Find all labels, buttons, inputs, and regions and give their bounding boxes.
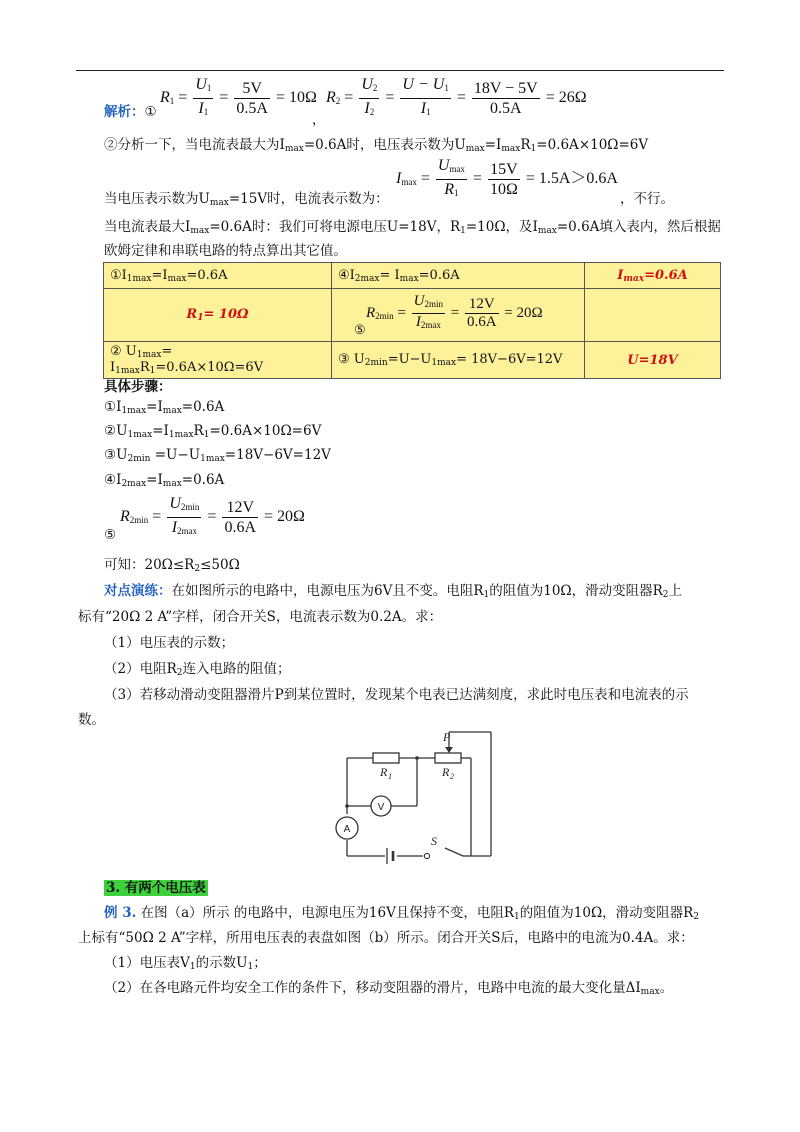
- label-p: P: [443, 730, 451, 744]
- analysis-line-3-end: ，不行。: [620, 191, 674, 207]
- cell-u1max: ② $U_{1max}= I_{1max}R_1=0.6A\times 10\Omega=6V$: [104, 342, 332, 379]
- analysis-line-2: ②分析一下，当电流表最大为$I_{max}=0.6A$时，电压表示数为$U_{max}=I_{max}R_1=0.6A\times 10\Omega=6V$: [104, 137, 649, 154]
- cell-u2min: ③ $U_{2min}=U-U_{1max}= 18V-6V=12V$: [332, 342, 585, 379]
- practice-line-2: 标有“20Ω 2 A”字样，闭合开关S，电流表示数为0.2A。求：: [78, 609, 443, 625]
- slider-arrow: [445, 747, 453, 753]
- analysis-line-3: 当电压表示数为$U_{max}=15V$时，电流表示数为：: [104, 191, 389, 208]
- question-3-end: 数。: [78, 712, 105, 728]
- practice-line-1: 对点演练：在如图所示的电路中，电源电压为6V且不变。电阻$R_1$的阻值为10Ω，滑动变阻器$R_2$上: [104, 583, 683, 600]
- analysis-label: 解析：①: [104, 104, 157, 120]
- step-4: $④I_{2max}=I_{max}=0.6A$: [104, 472, 225, 489]
- cell-i2max: $④I_{2max}= I_{max}=0.6A$: [332, 263, 585, 289]
- conclusion: 可知：$20\Omega\le R_2\le 50\Omega$: [104, 557, 240, 574]
- comma: ，: [312, 112, 326, 128]
- question-2: （2）电阻$R_2$连入电路的阻值；: [104, 661, 291, 678]
- cell-empty: [585, 289, 721, 342]
- label-r1: R: [380, 765, 388, 779]
- header-rule: [76, 70, 724, 71]
- cell-r2min: ⑤ $R_{2min}$ = $\frac{U_{2min}}{I_{2max}}$ = $\frac{12V}{0.6A}$ = 20Ω: [332, 289, 585, 342]
- section-heading: 3. 有两个电压表: [106, 880, 206, 896]
- cell-u: U=18V: [585, 342, 721, 379]
- label-s: S: [431, 834, 437, 848]
- step-2: $②U_{1max}=I_{1max}R_1=0.6A\times 10\Omega=6V$: [104, 423, 322, 440]
- analysis-line-5: 欧姆定律和串联电路的特点算出其它值。: [104, 243, 347, 259]
- circuit-diagram: [325, 728, 500, 868]
- step-5-formula: $R_{2min}$ = $\frac{U_{2min}}{I_{2max}}$ = $\frac{12V}{0.6A}$ = 20Ω: [120, 495, 305, 536]
- label-r2-sub: 2: [450, 772, 454, 781]
- switch-contact: [424, 853, 429, 858]
- label-r2: R: [442, 765, 450, 779]
- steps-title: 具体步骤：: [104, 379, 172, 395]
- analysis-line-4: 当电流表最大$I_{max}=0.6A$时：我们可将电源电压U=18V，$R_1=10\Omega$，及$I_{max}=0.6A$填入表内，然后根据: [104, 219, 721, 236]
- resistor-r2: [435, 753, 461, 763]
- label-v: V: [377, 802, 385, 813]
- imax-formula: $I_{max}$ = $\frac{U_{max}}{R_1}$ = $\frac{15V}{10\Omega}$ = 1.5A＞0.6A: [396, 157, 618, 198]
- question-1: （1）电压表的示数；: [104, 635, 235, 651]
- step-1: $①I_{1max}=I_{max}=0.6A$: [104, 399, 225, 416]
- label-a: A: [343, 824, 351, 835]
- example-line-1: 例 3. 在图（a）所示 的电路中，电源电压为16V且保持不变，电阻$R_1$的阻值为10Ω，滑动变阻器$R_2$: [104, 905, 700, 922]
- label-r1-sub: 1: [388, 772, 392, 781]
- question-3: （3）若移动滑动变阻器滑片P到某位置时，发现某个电表已达满刻度，求此时电压表和电流表的示: [104, 687, 689, 703]
- resistor-r1: [373, 753, 399, 763]
- r1-formula: $R_1$ = $\frac{U_1}{I_1}$ = $\frac{5V}{0.5A}$ = 10Ω: [160, 76, 317, 117]
- cell-i1max: $①I_{1max}=I_{max}=0.6A$: [104, 263, 332, 289]
- solution-table: [103, 262, 721, 379]
- step-3: $③U_{2min} =U-U_{1max}=18V-6V=12V$: [104, 447, 331, 464]
- r2-formula: $R_2$ = $\frac{U_2}{I_2}$ = $\frac{U - U_1}{I_1}$ = $\frac{18V - 5V}{0.5A}$ = 26Ω: [326, 76, 587, 117]
- cell-imax: $I_{max}=0.6A$: [585, 263, 721, 289]
- example-question-2: （2）在各电路元件均安全工作的条件下，移动变阻器的滑片，电路中电流的最大变化量$\Delta I_{max}$。: [104, 980, 674, 997]
- cell-r1: $R_1= 10\Omega$: [104, 289, 332, 342]
- example-question-1: （1）电压表$V_1$的示数$U_1$；: [104, 955, 267, 972]
- step-5-circle: ⑤: [104, 527, 117, 543]
- example-line-2: 上标有“50Ω 2 A”字样，所用电压表的表盘如图（b）所示。闭合开关S后，电路中的电流为0.4A。求：: [78, 930, 694, 946]
